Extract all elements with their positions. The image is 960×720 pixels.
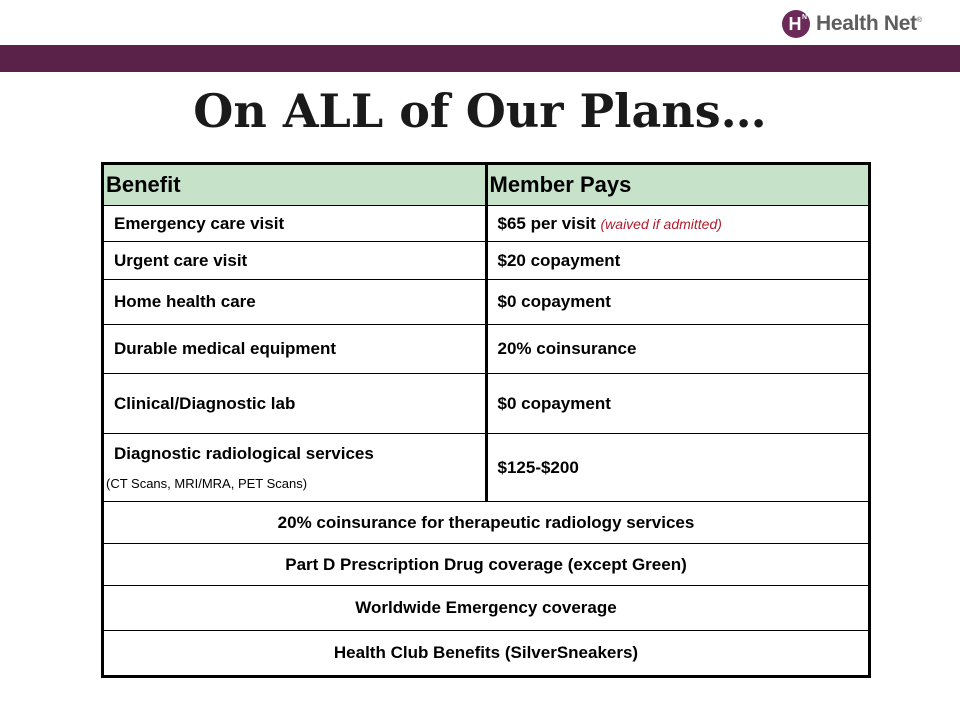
table-row-full — [103, 631, 870, 677]
logo-trademark: ® — [916, 17, 922, 24]
benefit-cell: Emergency care visit — [103, 206, 487, 242]
table-row — [103, 325, 870, 374]
benefit-label: Diagnostic radiological services — [114, 444, 374, 463]
member-pays-value: $65 per visit — [497, 213, 596, 233]
health-net-logo-icon — [782, 10, 810, 38]
benefit-cell: Durable medical equipment — [103, 325, 487, 374]
benefit-sublabel: (CT Scans, MRI/MRA, PET Scans) — [106, 476, 308, 491]
full-row-cell: Worldwide Emergency coverage — [103, 586, 870, 631]
logo-mark-sup: N — [801, 14, 807, 21]
full-row-cell: Health Club Benefits (SilverSneakers) — [103, 631, 870, 677]
member-pays-cell: $20 copayment — [486, 242, 870, 280]
benefit-cell: Urgent care visit — [103, 242, 487, 280]
table-row-full — [103, 502, 870, 544]
logo-mark-letter: H — [788, 14, 802, 34]
logo-text — [816, 12, 922, 36]
table-row — [103, 242, 870, 280]
waived-note: (waived if admitted) — [600, 215, 722, 232]
table-row-full — [103, 586, 870, 631]
table-row — [103, 206, 870, 242]
table-row — [103, 434, 870, 502]
member-pays-cell: 20% coinsurance — [486, 325, 870, 374]
header-member-pays: Member Pays — [486, 164, 870, 206]
top-bar — [0, 45, 960, 72]
benefits-table — [101, 162, 871, 678]
logo-name: Health Net — [816, 12, 917, 35]
member-pays-cell: $0 copayment — [486, 374, 870, 434]
table-row-full — [103, 544, 870, 586]
member-pays-cell — [486, 206, 870, 242]
full-row-cell: Part D Prescription Drug coverage (except Green) — [103, 544, 870, 586]
full-row-cell: 20% coinsurance for therapeutic radiology services — [103, 502, 870, 544]
table-row — [103, 374, 870, 434]
member-pays-cell: $0 copayment — [486, 280, 870, 325]
page-title: On ALL of Our Plans… — [193, 84, 767, 138]
benefit-cell: Clinical/Diagnostic lab — [103, 374, 487, 434]
table-row — [103, 280, 870, 325]
member-pays-cell: $125-$200 — [486, 434, 870, 502]
health-net-logo — [782, 8, 922, 40]
table-header-row — [103, 164, 870, 206]
benefit-cell — [103, 434, 487, 502]
header-benefit: Benefit — [103, 164, 487, 206]
benefit-cell: Home health care — [103, 280, 487, 325]
